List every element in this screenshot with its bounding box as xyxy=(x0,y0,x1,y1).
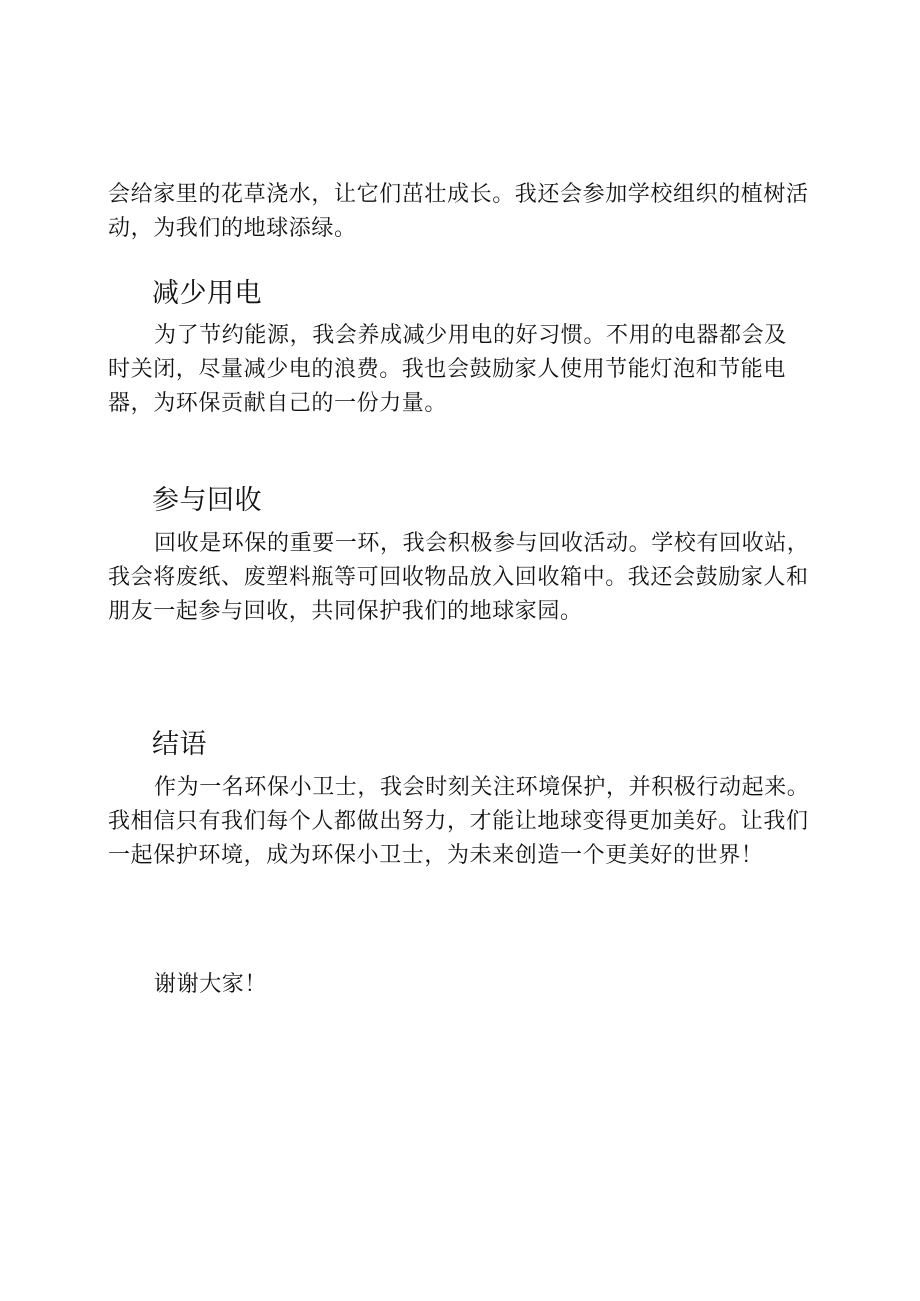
paragraph-line: 作为一名环保小卫士，我会时刻关注环境保护，并积极行动起来。 xyxy=(154,775,810,800)
paragraph-line: 器，为环保贡献自己的一份力量。 xyxy=(108,391,448,417)
section-heading-reduce-power: 减少用电 xyxy=(152,278,262,309)
section-heading-recycle: 参与回收 xyxy=(152,485,262,516)
thanks-paragraph xyxy=(108,968,828,1002)
thanks-text: 谢谢大家！ xyxy=(154,972,268,997)
reduce-power-paragraph xyxy=(108,319,828,421)
paragraph-line: 时关闭，尽量减少电的浪费。我也会鼓励家人使用节能灯泡和节能电 xyxy=(108,357,787,383)
paragraph-line: 会给家里的花草浇水，让它们茁壮成长。我还会参加学校组织的植树活 xyxy=(108,182,809,207)
paragraph-line: 我会将废纸、废塑料瓶等可回收物品放入回收箱中。我还会鼓励家人和 xyxy=(108,565,809,591)
paragraph-line: 为了节约能源，我会养成减少用电的好习惯。不用的电器都会及 xyxy=(154,323,787,348)
paragraph-line: 一起保护环境，成为环保小卫士，为未来创造一个更美好的世界！ xyxy=(108,843,764,869)
section-heading-conclusion: 结语 xyxy=(152,729,207,760)
paragraph-line: 动，为我们的地球添绿。 xyxy=(108,216,357,242)
conclusion-paragraph xyxy=(108,771,828,873)
paragraph-line: 回收是环保的重要一环，我会积极参与回收活动。学校有回收站， xyxy=(154,531,810,556)
paragraph-line: 朋友一起参与回收，共同保护我们的地球家园。 xyxy=(108,599,583,625)
recycle-paragraph xyxy=(108,527,828,629)
intro-paragraph xyxy=(108,178,828,246)
paragraph-line: 我相信只有我们每个人都做出努力，才能让地球变得更加美好。让我们 xyxy=(108,809,809,835)
